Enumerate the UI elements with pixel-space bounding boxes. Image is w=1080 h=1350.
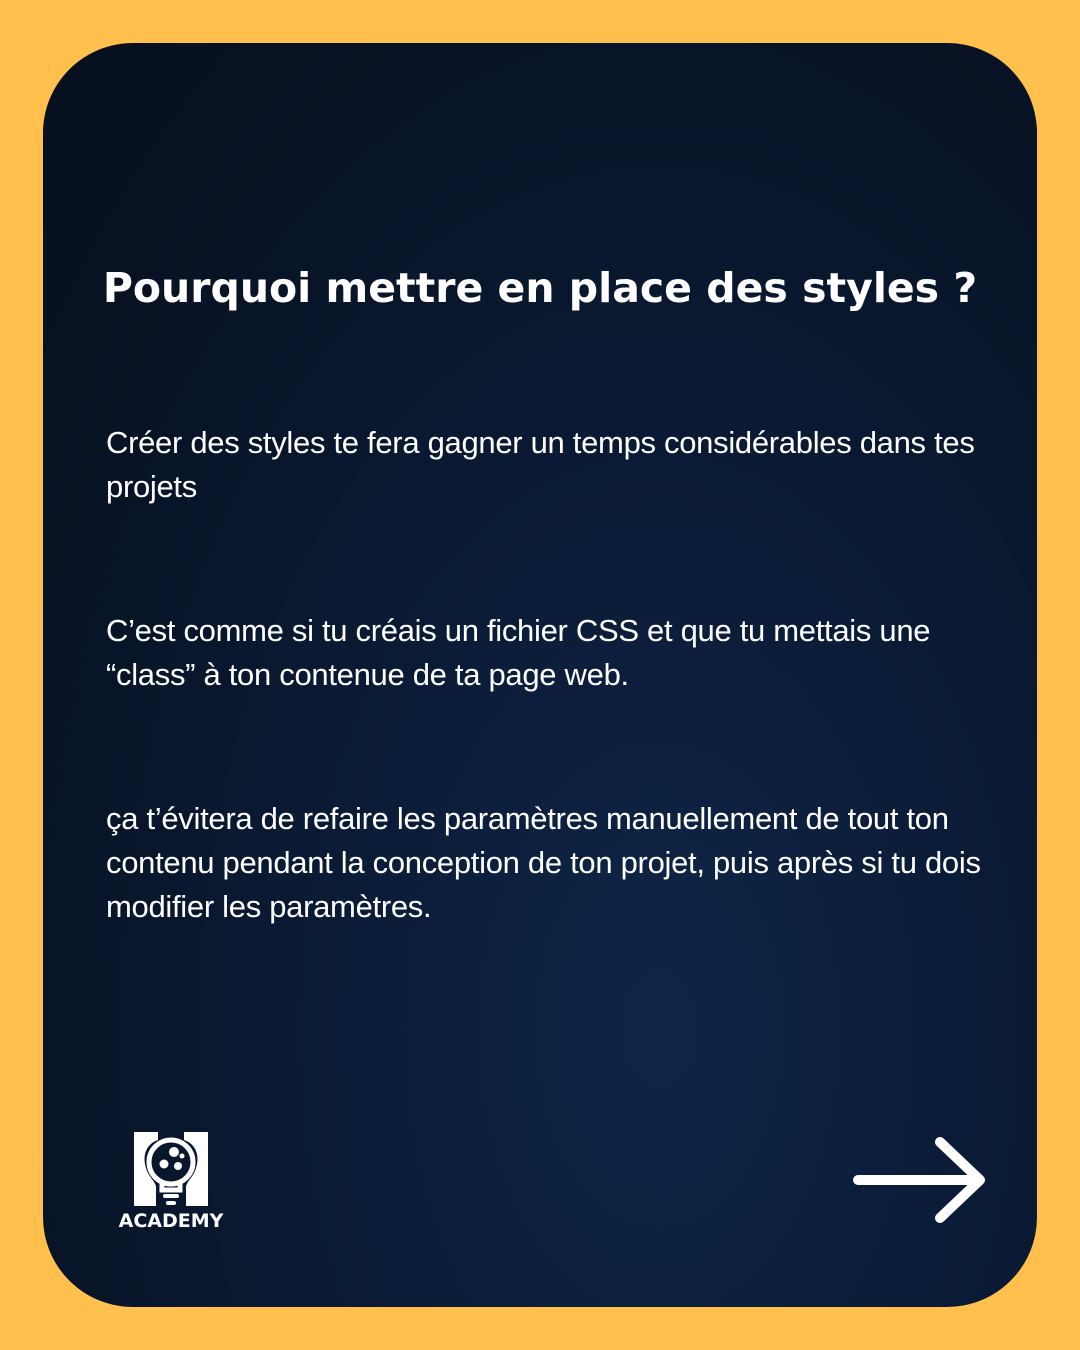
paragraph-2: C’est comme si tu créais un fichier CSS et que tu mettais une “class” à ton contenue de ta page web. [106, 613, 931, 692]
logo-label: ACADEMY [118, 1210, 224, 1232]
paragraph-3: ça t’évitera de refaire les paramètres manuellement de tout ton contenu pendant la conception de ton projet, puis après si tu dois modifier les paramètres. [106, 801, 981, 924]
arrow-right-icon [850, 1134, 990, 1228]
academy-logo [118, 1130, 228, 1234]
lightbulb-logo-icon [128, 1130, 214, 1208]
paragraph-1: Créer des styles te fera gagner un temps considérables dans tes projets [106, 425, 975, 504]
slide-title: Pourquoi mettre en place des styles ? [102, 264, 978, 312]
next-slide-button[interactable] [850, 1134, 990, 1228]
